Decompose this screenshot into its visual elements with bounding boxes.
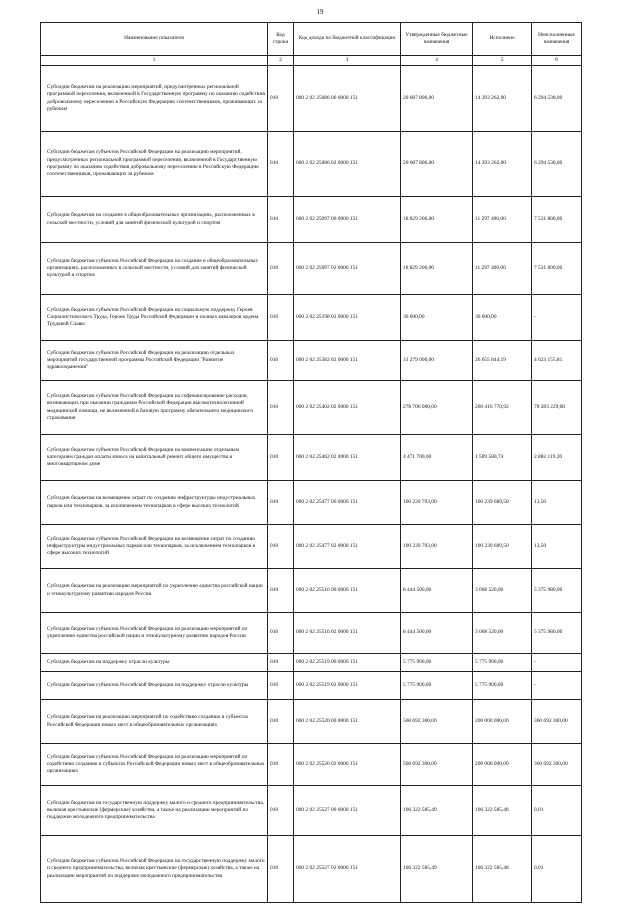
unexecuted-amount: 0,01 xyxy=(532,786,582,836)
executed-amount: 3 068 520,00 xyxy=(473,613,532,654)
executed-amount: 14 393 262,00 xyxy=(473,132,532,197)
indicator-name: Субсидии бюджетам субъектов Российской Федерации на поддержку отрасли культуры xyxy=(41,672,268,700)
table-row xyxy=(41,66,582,132)
income-code: 000 2 02 25516 00 0000 151 xyxy=(294,569,401,613)
income-code: 000 2 02 25516 02 0000 151 xyxy=(294,613,401,654)
page-number: 19 xyxy=(316,8,324,16)
indicator-name: Субсидии бюджетам на поддержку отрасли культуры xyxy=(41,654,268,672)
approved-amount: 560 692 300,00 xyxy=(401,744,473,786)
unexecuted-amount: 7 531 800,00 xyxy=(532,197,582,243)
unexecuted-amount: 0,01 xyxy=(532,836,582,903)
unexecuted-amount: 6 294 538,00 xyxy=(532,66,582,132)
table-row xyxy=(41,836,582,903)
line-code: 010 xyxy=(268,295,294,341)
indicator-name: Субсидии бюджетам на реализацию мероприятий по укреплению единства российской нации и этнокультурному развитию народов России xyxy=(41,569,268,613)
income-code: 000 2 02 25198 02 0000 151 xyxy=(294,295,401,341)
table-row xyxy=(41,786,582,836)
line-code: 010 xyxy=(268,672,294,700)
header-executed: Исполнено xyxy=(473,23,532,56)
indicator-name: Субсидии бюджетам субъектов Российской Федерации на создание в общеобразовательных организациях, расположенных в сельской местности, условий для занятий физической культурой и спортом xyxy=(41,243,268,295)
approved-amount: 106 322 585,49 xyxy=(401,786,473,836)
approved-amount: 100 239 703,00 xyxy=(401,525,473,569)
income-code: 000 2 02 25527 00 0000 151 xyxy=(294,786,401,836)
income-code: 000 2 02 25382 02 0000 151 xyxy=(294,341,401,381)
income-code: 000 2 02 25086 00 0000 151 xyxy=(294,66,401,132)
table-row xyxy=(41,672,582,700)
unexecuted-amount: - xyxy=(532,295,582,341)
indicator-name: Субсидии бюджетам субъектов Российской Федерации на реализацию мероприятий по содействию созданию в субъектах Российской Федерации новых мест в общеобразовательных организациях xyxy=(41,744,268,786)
approved-amount: 100 239 703,00 xyxy=(401,481,473,525)
approved-amount: 31 279 000,00 xyxy=(401,341,473,381)
indicator-name: Субсидии бюджетам субъектов Российской Федерации на реализацию мероприятий по укреплению единства российской нации и этнокультурному развитию народов России xyxy=(41,613,268,654)
income-code: 000 2 02 25477 02 0000 151 xyxy=(294,525,401,569)
unexecuted-amount: 2 882 119,26 xyxy=(532,435,582,481)
table-row xyxy=(41,435,582,481)
line-code: 010 xyxy=(268,132,294,197)
unexecuted-amount: 5 375 980,00 xyxy=(532,569,582,613)
unexecuted-amount: 4 623 155,81 xyxy=(532,341,582,381)
table-row xyxy=(41,243,582,295)
line-code: 010 xyxy=(268,435,294,481)
executed-amount: 11 297 400,00 xyxy=(473,197,532,243)
header-unexecuted: Неисполненные назначения xyxy=(532,23,582,56)
header-name: Наименование показателя xyxy=(41,23,268,56)
header-line-code: Код строки xyxy=(268,23,294,56)
table-row xyxy=(41,654,582,672)
income-code: 000 2 02 25086 02 0000 151 xyxy=(294,132,401,197)
executed-amount: 106 322 585,48 xyxy=(473,836,532,903)
line-code: 010 xyxy=(268,569,294,613)
table-row xyxy=(41,341,582,381)
line-code: 010 xyxy=(268,341,294,381)
indicator-name: Субсидии бюджетам субъектов Российской Федерации на государственную поддержку малого и среднего предпринимательства, включая крестьянские (фермерские) хозяйства, а также на реализацию мероприятий по поддержке молодежного предпринимательства xyxy=(41,836,268,903)
indicator-name: Субсидии бюджетам субъектов Российской Федерации на софинансирование расходов, возникающих при оказании гражданам Российской Федерации высокотехнологичной медицинской помощи, не включенной в базовую программу обязательного медицинского страхования xyxy=(41,381,268,435)
indicator-name: Субсидии бюджетам субъектов Российской Федерации на социальную поддержку Героев Социалистического Труда, Героев Труда Российской Федерации и полных кавалеров ордена Трудовой Славы xyxy=(41,295,268,341)
approved-amount: 18 829 200,00 xyxy=(401,243,473,295)
executed-amount: 200 000 000,00 xyxy=(473,744,532,786)
column-number: 5 xyxy=(473,56,532,66)
indicator-name: Субсидии бюджетам субъектов Российской Федерации на возмещение затрат по созданию инфраструктуры индустриальных парков или технопарков, за исключением технопарков в сфере высоких технологий xyxy=(41,525,268,569)
unexecuted-amount: 78 283 229,08 xyxy=(532,381,582,435)
column-number: 1 xyxy=(41,56,268,66)
executed-amount: 106 322 585,48 xyxy=(473,786,532,836)
income-code: 000 2 02 25519 00 0000 151 xyxy=(294,654,401,672)
income-code: 000 2 02 25097 00 0000 151 xyxy=(294,197,401,243)
approved-amount: 8 444 500,00 xyxy=(401,569,473,613)
indicator-name: Субсидии бюджетам субъектов Российской Федерации на реализацию мероприятий, предусмотренных региональной программой переселения, включенной в Государственную программу по оказанию содействия добровольному переселению в Российскую Федерацию соотечественников, проживающих за рубежом xyxy=(41,132,268,197)
column-number: 6 xyxy=(532,56,582,66)
unexecuted-amount: 13,50 xyxy=(532,525,582,569)
line-code: 010 xyxy=(268,744,294,786)
executed-amount: 100 239 689,50 xyxy=(473,525,532,569)
table-row xyxy=(41,613,582,654)
unexecuted-amount: 360 692 300,00 xyxy=(532,700,582,744)
header-approved: Утвержденные бюджетные назначения xyxy=(401,23,473,56)
table-row xyxy=(41,525,582,569)
executed-amount: 200 000 000,00 xyxy=(473,700,532,744)
executed-amount: 5 775 900,00 xyxy=(473,672,532,700)
table-row xyxy=(41,481,582,525)
column-number: 2 xyxy=(268,56,294,66)
column-number: 4 xyxy=(401,56,473,66)
approved-amount: 20 687 800,00 xyxy=(401,66,473,132)
table-row xyxy=(41,744,582,786)
income-code: 000 2 02 25462 02 0000 151 xyxy=(294,435,401,481)
approved-amount: 106 322 585,49 xyxy=(401,836,473,903)
table-row xyxy=(41,700,582,744)
indicator-name: Субсидии бюджетам на реализацию мероприятий, предусмотренных региональной программой переселения, включенной в Государственную программу по оказанию содействия добровольному переселению в Российскую Федерацию соотечественников, проживающих за рубежом xyxy=(41,66,268,132)
column-number-row xyxy=(41,56,582,66)
unexecuted-amount: 6 294 538,00 xyxy=(532,132,582,197)
indicator-name: Субсидии бюджетам на реализацию мероприятий по содействию созданию в субъектах Российской Федерации новых мест в общеобразовательных организациях xyxy=(41,700,268,744)
line-code: 010 xyxy=(268,197,294,243)
approved-amount: 4 471 700,00 xyxy=(401,435,473,481)
approved-amount: 5 775 900,00 xyxy=(401,654,473,672)
executed-amount: 26 655 844,19 xyxy=(473,341,532,381)
approved-amount: 278 700 000,00 xyxy=(401,381,473,435)
budget-execution-table xyxy=(40,22,582,903)
line-code: 010 xyxy=(268,654,294,672)
income-code: 000 2 02 25097 02 0000 151 xyxy=(294,243,401,295)
table-row xyxy=(41,295,582,341)
approved-amount: 30 600,00 xyxy=(401,295,473,341)
column-number: 3 xyxy=(294,56,401,66)
table-row xyxy=(41,381,582,435)
unexecuted-amount: 13,50 xyxy=(532,481,582,525)
table-row xyxy=(41,569,582,613)
unexecuted-amount: 5 375 980,00 xyxy=(532,613,582,654)
executed-amount: 200 416 770,92 xyxy=(473,381,532,435)
income-code: 000 2 02 25520 00 0000 151 xyxy=(294,700,401,744)
indicator-name: Субсидии бюджетам субъектов Российской Федерации на реализацию отдельных мероприятий государственной программы Российской Федерации "Развитие здравоохранения" xyxy=(41,341,268,381)
executed-amount: 30 600,00 xyxy=(473,295,532,341)
approved-amount: 20 687 800,00 xyxy=(401,132,473,197)
line-code: 010 xyxy=(268,481,294,525)
line-code: 010 xyxy=(268,66,294,132)
line-code: 010 xyxy=(268,836,294,903)
indicator-name: Субсидии бюджетам на возмещение затрат по созданию инфраструктуры индустриальных парков или технопарков, за исключением технопарков в сфере высоких технологий xyxy=(41,481,268,525)
income-code: 000 2 02 25520 02 0000 151 xyxy=(294,744,401,786)
income-code: 000 2 02 25477 00 0000 151 xyxy=(294,481,401,525)
unexecuted-amount: - xyxy=(532,654,582,672)
approved-amount: 560 692 300,00 xyxy=(401,700,473,744)
line-code: 010 xyxy=(268,700,294,744)
executed-amount: 100 239 689,50 xyxy=(473,481,532,525)
header-income-code: Код дохода по бюджетной классификации xyxy=(294,23,401,56)
unexecuted-amount: 7 531 800,00 xyxy=(532,243,582,295)
line-code: 010 xyxy=(268,381,294,435)
approved-amount: 18 829 200,00 xyxy=(401,197,473,243)
indicator-name: Субсидии бюджетам на государственную поддержку малого и среднего предпринимательства, включая крестьянские (фермерские) хозяйства, а также на реализацию мероприятий по поддержке молодежного предпринимательства xyxy=(41,786,268,836)
indicator-name: Субсидии бюджетам субъектов Российской Федерации на компенсацию отдельным категориям граждан оплаты взноса на капитальный ремонт общего имущества в многоквартирном доме xyxy=(41,435,268,481)
income-code: 000 2 02 25519 02 0000 151 xyxy=(294,672,401,700)
line-code: 010 xyxy=(268,525,294,569)
executed-amount: 11 297 400,00 xyxy=(473,243,532,295)
income-code: 000 2 02 25402 02 0000 151 xyxy=(294,381,401,435)
line-code: 010 xyxy=(268,613,294,654)
header-row xyxy=(41,23,582,56)
unexecuted-amount: - xyxy=(532,672,582,700)
unexecuted-amount: 360 692 300,00 xyxy=(532,744,582,786)
table-row xyxy=(41,197,582,243)
approved-amount: 5 775 900,00 xyxy=(401,672,473,700)
table-row xyxy=(41,132,582,197)
line-code: 010 xyxy=(268,243,294,295)
approved-amount: 8 444 500,00 xyxy=(401,613,473,654)
line-code: 010 xyxy=(268,786,294,836)
executed-amount: 1 589 580,74 xyxy=(473,435,532,481)
income-code: 000 2 02 25527 02 0000 151 xyxy=(294,836,401,903)
executed-amount: 5 775 900,00 xyxy=(473,654,532,672)
executed-amount: 3 068 520,00 xyxy=(473,569,532,613)
indicator-name: Субсидии бюджетам на создание в общеобразовательных организациях, расположенных в сельской местности, условий для занятий физической культурой и спортом xyxy=(41,197,268,243)
executed-amount: 14 393 262,00 xyxy=(473,66,532,132)
